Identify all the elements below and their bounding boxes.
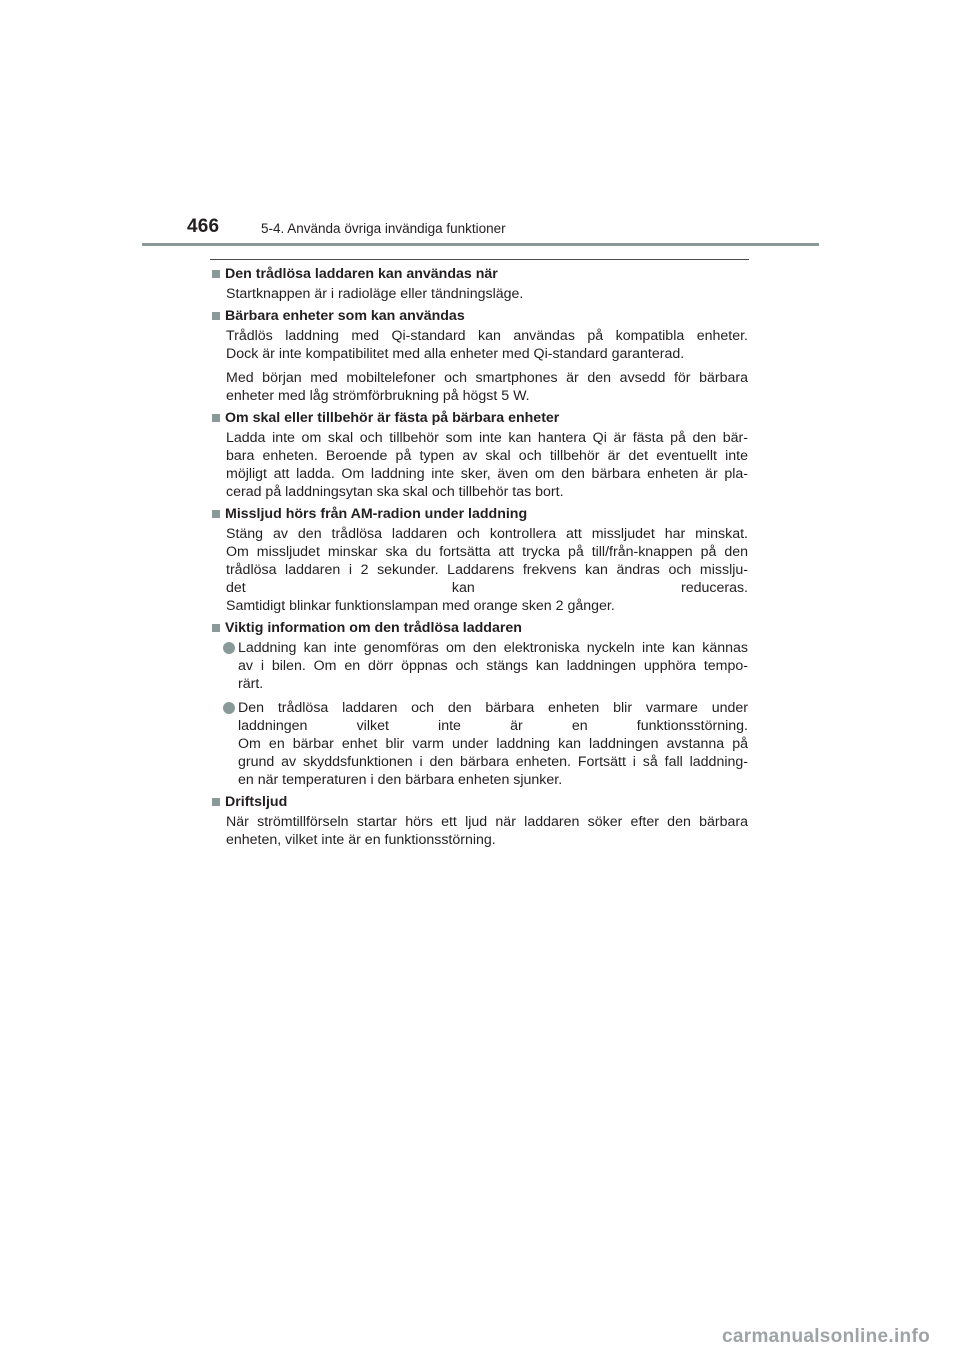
header-rule [142,243,819,246]
text-line: Startknappen är i radioläge eller tändningsläge. [226,286,524,302]
text-line: en när temperaturen i den bärbara enheten sjunker. [238,772,563,788]
text-line: grund av skyddsfunktionen i den bärbara enheten. Fortsätt i så fall laddning- [238,754,748,770]
section-heading-text: Bärbara enheter som kan användas [225,308,465,324]
text-line: Om missljudet minskar ska du fortsätta att trycka på till/från-knappen på den [226,544,748,560]
section-heading [210,307,748,325]
text-line: När strömtillförseln startar hörs ett ljud när laddaren söker efter den bärbara [226,814,748,830]
text-line: rärt. [238,676,264,692]
text-line: det kan reduceras. [226,580,748,596]
list-item [223,639,748,693]
section-heading [210,505,748,523]
section-heading-text: Den trådlösa laddaren kan användas när [225,266,498,282]
text-line: Laddning kan inte genomföras om den elektroniska nyckeln inte kan kännas [238,640,748,656]
section-heading-text: Driftsljud [225,794,288,810]
paragraph [226,369,748,405]
paragraph [226,285,748,303]
paragraph [226,525,748,615]
page-content [210,265,748,853]
text-line: Dock är inte kompatibilitet med alla enheter med Qi-standard garanterad. [226,346,685,362]
list-item [223,699,748,789]
square-bullet-icon [212,312,220,320]
section [210,307,748,405]
section [210,265,748,303]
circle-bullet-icon [223,702,235,714]
paragraph [226,813,748,849]
square-bullet-icon [212,414,220,422]
text-line: möjligt att ladda. Om laddning inte sker, även om den bärbara enheten är pla- [226,466,748,482]
text-line: cerad på laddningsytan ska skal och tillbehör tas bort. [226,484,564,500]
text-line: Stäng av den trådlösa laddaren och kontrollera att missljudet har minskat. [226,526,748,542]
square-bullet-icon [212,798,220,806]
paragraph [226,429,748,501]
section [210,505,748,615]
text-line: bara enheten. Beroende på typen av skal och tillbehör är det eventuellt inte [226,448,748,464]
section [210,409,748,501]
section-heading [210,265,748,283]
section-heading-text: Viktig information om den trådlösa laddaren [225,620,522,636]
text-line: Trådlös laddning med Qi-standard kan användas på kompatibla enheter. [226,328,748,344]
content-rule [210,259,749,260]
text-line: trådlösa laddaren i 2 sekunder. Laddarens frekvens kan ändras och misslju- [226,562,748,578]
text-line: Om en bärbar enhet blir varm under laddning kan laddningen avstanna på [238,736,748,752]
text-line: enheter med låg strömförbrukning på högst 5 W. [226,388,530,404]
section-heading-text: Missljud hörs från AM-radion under laddning [225,506,528,522]
text-line: Med början med mobiltelefoner och smartphones är den avsedd för bärbara [226,370,748,386]
section-heading [210,793,748,811]
text-line: Ladda inte om skal och tillbehör som inte kan hantera Qi är fästa på den bär- [226,430,748,446]
text-line: laddningen vilket inte är en funktionsstörning. [238,718,748,734]
square-bullet-icon [212,510,220,518]
list-item-text [238,639,748,693]
text-line: Samtidigt blinkar funktionslampan med orange sken 2 gånger. [226,598,615,614]
square-bullet-icon [212,270,220,278]
text-line: enheten, vilket inte är en funktionsstörning. [226,832,496,848]
circle-bullet-icon [223,642,235,654]
section [210,619,748,789]
square-bullet-icon [212,624,220,632]
section [210,793,748,849]
chapter-title: 5-4. Använda övriga invändiga funktioner [261,221,506,236]
section-heading [210,619,748,637]
text-line: av i bilen. Om en dörr öppnas och stängs kan laddningen upphöra tempo- [238,658,748,674]
section-heading-text: Om skal eller tillbehör är fästa på bärbara enheter [225,410,560,426]
page-number: 466 [187,216,220,237]
list-item-text [238,699,748,789]
text-line: Den trådlösa laddaren och den bärbara enheten blir varmare under [238,700,748,716]
paragraph [226,327,748,363]
section-heading [210,409,748,427]
watermark: carmanualsonline.info [722,1326,930,1347]
